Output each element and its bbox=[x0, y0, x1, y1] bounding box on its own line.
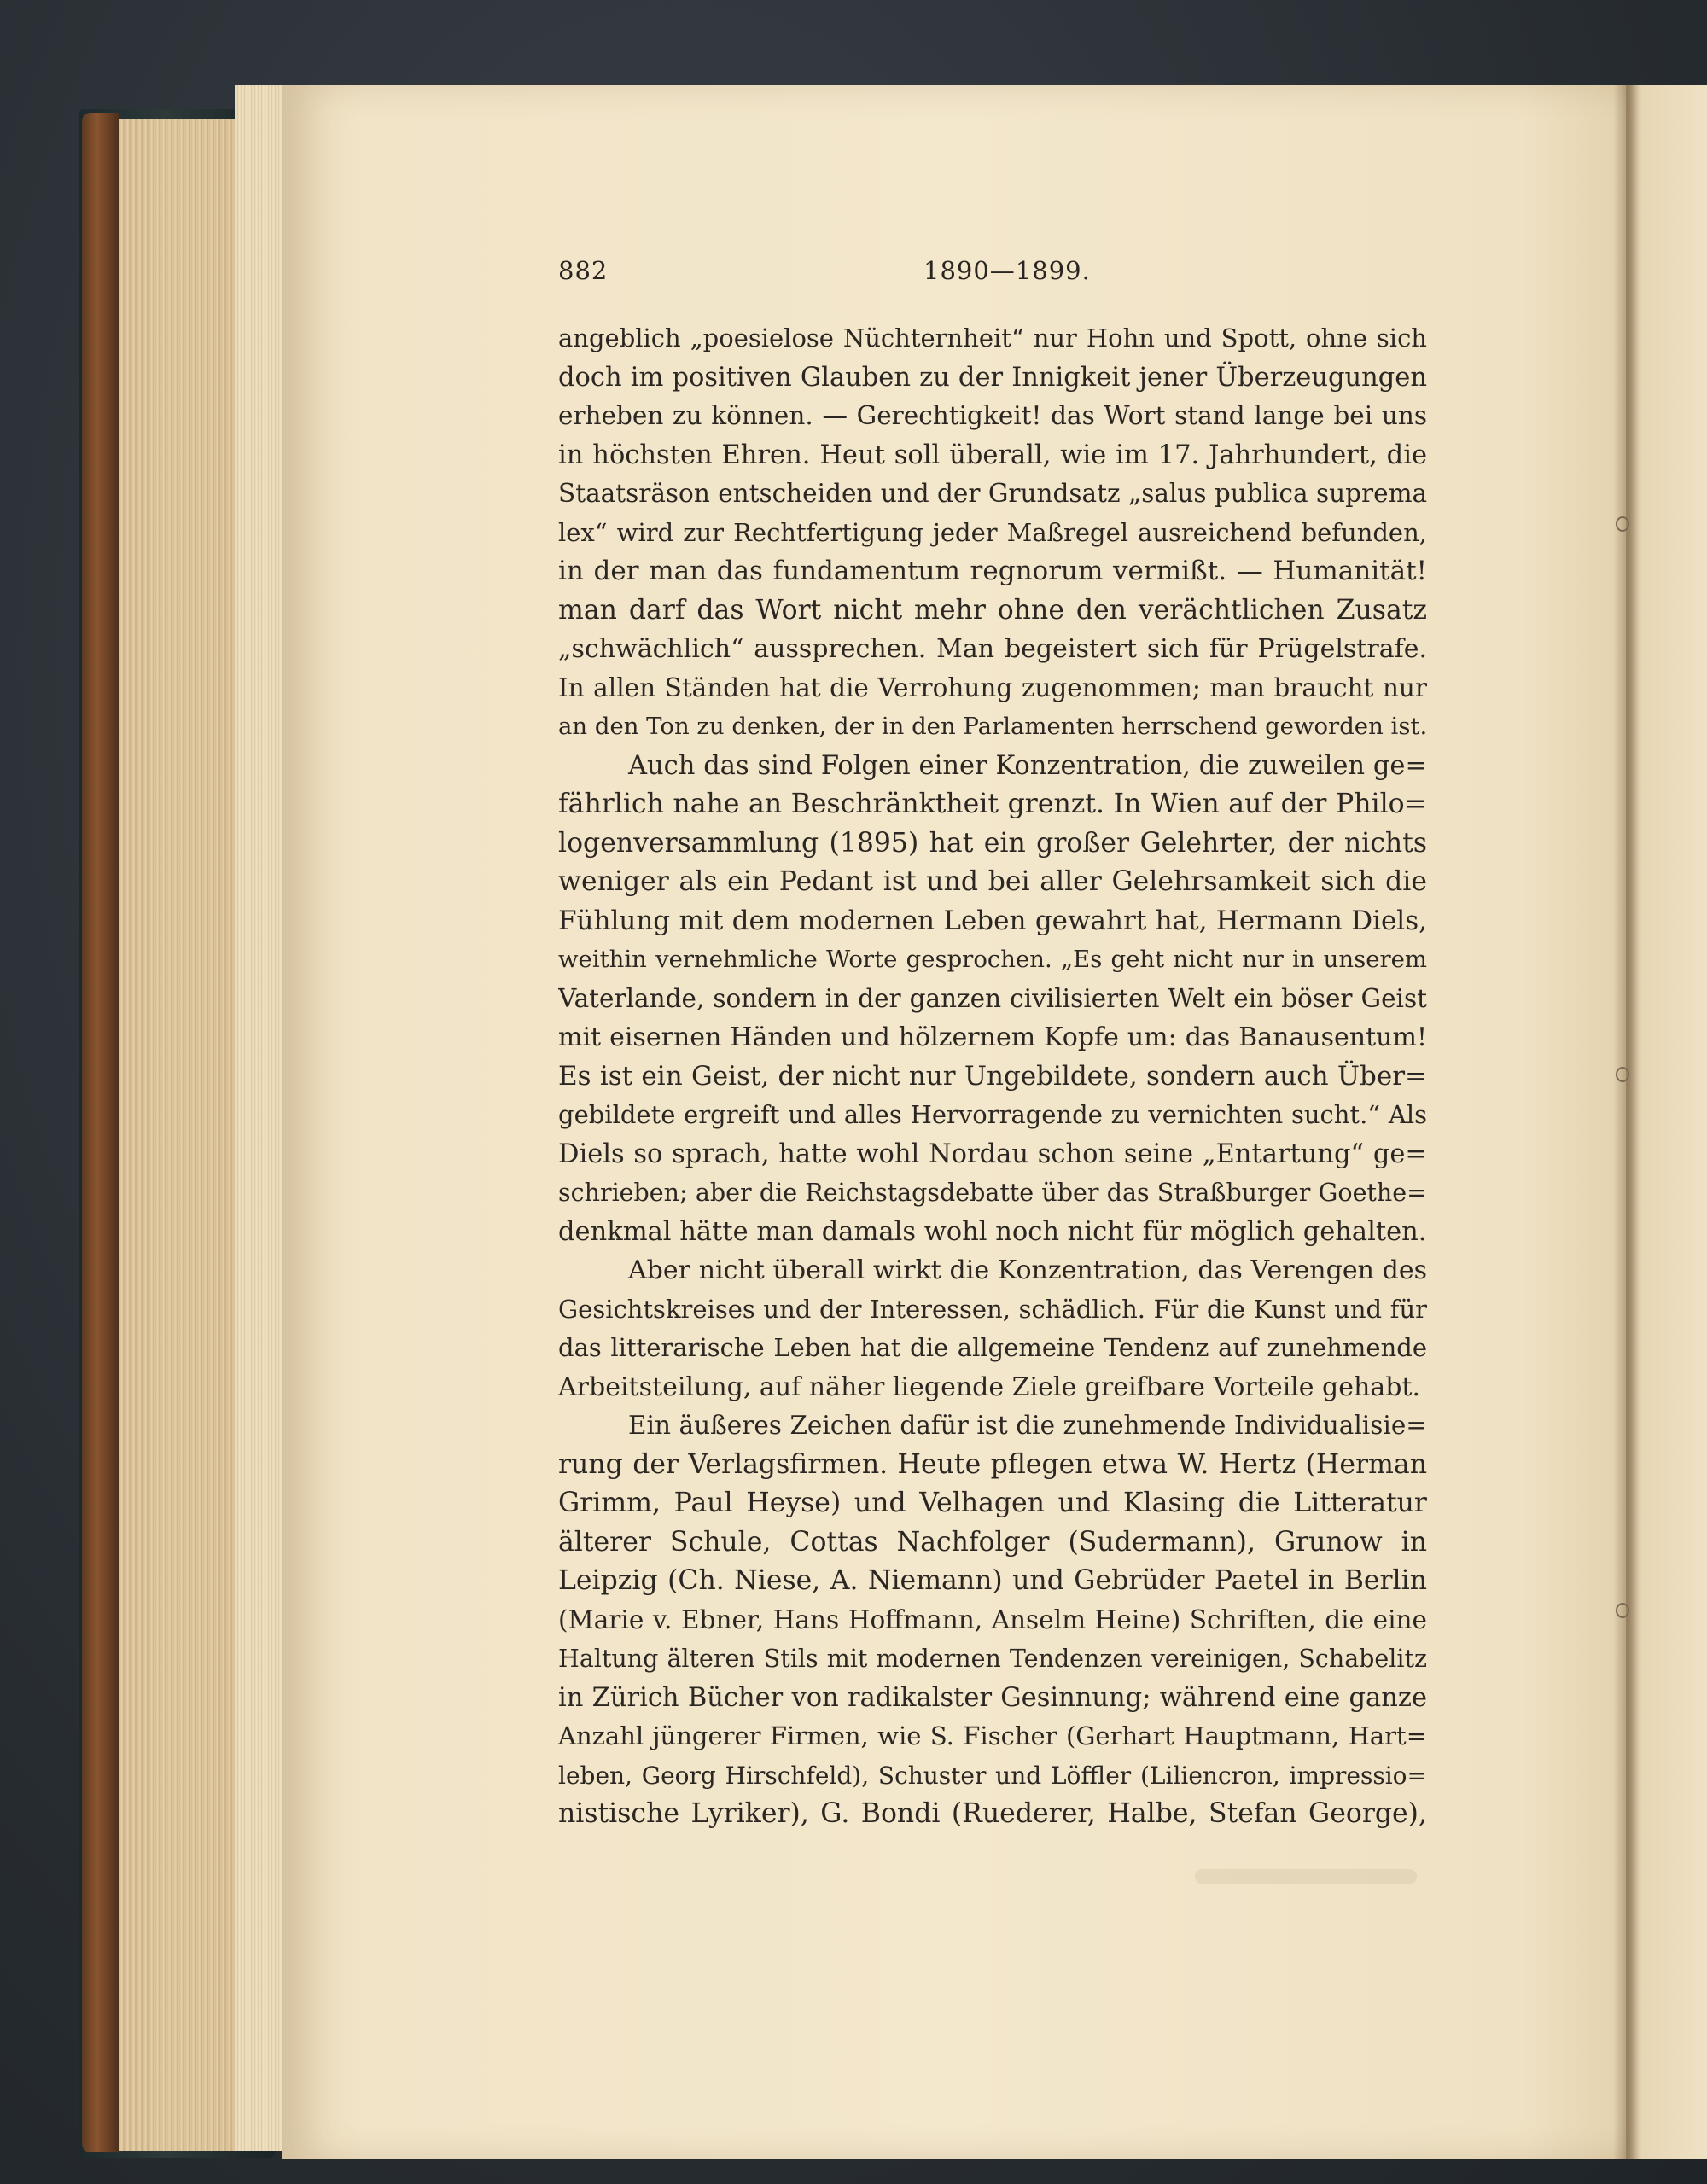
text-line: Staatsräson entscheiden und der Grundsatz „salus publica suprema bbox=[558, 479, 1427, 508]
binding-thread-icon bbox=[1616, 516, 1629, 532]
text-line: mit eisernen Händen und hölzernem Kopfe um: das Banausentum! bbox=[558, 1022, 1427, 1052]
text-line: in Zürich Bücher von radikalster Gesinnung; während eine ganze bbox=[558, 1682, 1427, 1713]
text-line: „schwächlich“ aussprechen. Man begeistert sich für Prügelstrafe. bbox=[558, 634, 1427, 664]
page-smudge bbox=[1195, 1869, 1417, 1884]
text-line: Auch das sind Folgen einer Konzentration, die zuweilen ge= bbox=[628, 750, 1427, 781]
text-line: angeblich „poesielose Nüchternheit“ nur Hohn und Spott, ohne sich bbox=[558, 323, 1427, 352]
text-line: in höchsten Ehren. Heut soll überall, wie im 17. Jahrhundert, die bbox=[558, 440, 1427, 470]
text-line: rung der Verlagsfirmen. Heute pflegen etwa W. Hertz (Herman bbox=[558, 1448, 1427, 1480]
gutter-shadow bbox=[1613, 85, 1639, 2159]
text-line: Es ist ein Geist, der nicht nur Ungebildete, sondern auch Über= bbox=[558, 1060, 1427, 1092]
text-line: Gesichtskreises und der Interessen, schädlich. Für die Kunst und für bbox=[558, 1294, 1427, 1324]
text-line: Aber nicht überall wirkt die Konzentration, das Verengen des bbox=[628, 1255, 1427, 1285]
text-line: Fühlung mit dem modernen Leben gewahrt hat, Hermann Diels, bbox=[558, 905, 1427, 936]
running-head: 1890—1899. bbox=[923, 256, 1091, 285]
text-line: Haltung älteren Stils mit modernen Tendenzen vereinigen, Schabelitz bbox=[558, 1645, 1427, 1673]
text-line: logenversammlung (1895) hat ein großer Gelehrter, der nichts bbox=[558, 827, 1427, 859]
text-line: fährlich nahe an Beschränktheit grenzt. In Wien auf der Philo= bbox=[558, 789, 1427, 819]
binding-thread-icon bbox=[1616, 1603, 1629, 1618]
text-line: doch im positiven Glauben zu der Innigkeit jener Überzeugungen bbox=[558, 362, 1427, 393]
text-line: erheben zu können. — Gerechtigkeit! das Wort stand lange bei uns bbox=[558, 401, 1427, 430]
text-line: leben, Georg Hirschfeld), Schuster und Löffler (Liliencron, impressio= bbox=[558, 1761, 1427, 1790]
text-line: In allen Ständen hat die Verrohung zugenommen; man braucht nur bbox=[558, 673, 1427, 702]
text-line: Ein äußeres Zeichen dafür ist die zunehmende Individualisie= bbox=[628, 1411, 1427, 1440]
text-line: schrieben; aber die Reichstagsdebatte über das Straßburger Goethe= bbox=[558, 1179, 1427, 1207]
text-line: Arbeitsteilung, auf näher liegende Ziele greifbare Vorteile gehabt. bbox=[558, 1372, 1421, 1402]
book-spine bbox=[82, 113, 119, 2152]
text-line: gebildete ergreift und alles Hervorragende zu vernichten sucht.“ Als bbox=[558, 1100, 1427, 1129]
page-header bbox=[558, 256, 1427, 299]
text-line: Vaterlande, sondern in der ganzen civilisierten Welt ein böser Geist bbox=[558, 983, 1427, 1013]
text-line: an den Ton zu denken, der in den Parlamenten herrschend geworden ist. bbox=[558, 713, 1427, 740]
text-line: lex“ wird zur Rechtfertigung jeder Maßregel ausreichend befunden, bbox=[558, 517, 1427, 547]
text-line: in der man das fundamentum regnorum vermißt. — Humanität! bbox=[558, 556, 1427, 586]
text-line: Grimm, Paul Heyse) und Velhagen und Klasing die Litteratur bbox=[558, 1488, 1427, 1518]
text-line: man darf das Wort nicht mehr ohne den verächtlichen Zusatz bbox=[558, 594, 1427, 626]
text-line: nistische Lyriker), G. Bondi (Ruederer, Halbe, Stefan George), bbox=[558, 1798, 1427, 1829]
text-line: älterer Schule, Cottas Nachfolger (Sudermann), Grunow in bbox=[558, 1526, 1427, 1558]
text-line: Anzahl jüngerer Firmen, wie S. Fischer (Gerhart Hauptmann, Hart= bbox=[558, 1721, 1427, 1750]
text-line: denkmal hätte man damals wohl noch nicht für möglich gehalten. bbox=[558, 1216, 1427, 1247]
text-line: das litterarische Leben hat die allgemeine Tendenz auf zunehmende bbox=[558, 1333, 1427, 1362]
text-line: (Marie v. Ebner, Hans Hoffmann, Anselm Heine) Schriften, die eine bbox=[558, 1605, 1427, 1634]
page-edges bbox=[235, 85, 286, 2151]
text-line: Diels so sprach, hatte wohl Nordau schon seine „Entartung“ ge= bbox=[558, 1139, 1427, 1169]
text-line: Leipzig (Ch. Niese, A. Niemann) und Gebrüder Paetel in Berlin bbox=[558, 1565, 1427, 1596]
binding-thread-icon bbox=[1616, 1067, 1629, 1082]
text-line: weniger als ein Pedant ist und bei aller Gelehrsamkeit sich die bbox=[558, 866, 1427, 897]
page-number: 882 bbox=[558, 256, 609, 285]
text-line: weithin vernehmliche Worte gesprochen. „Es geht nicht nur in unserem bbox=[558, 946, 1427, 973]
body-text bbox=[558, 319, 1427, 1834]
